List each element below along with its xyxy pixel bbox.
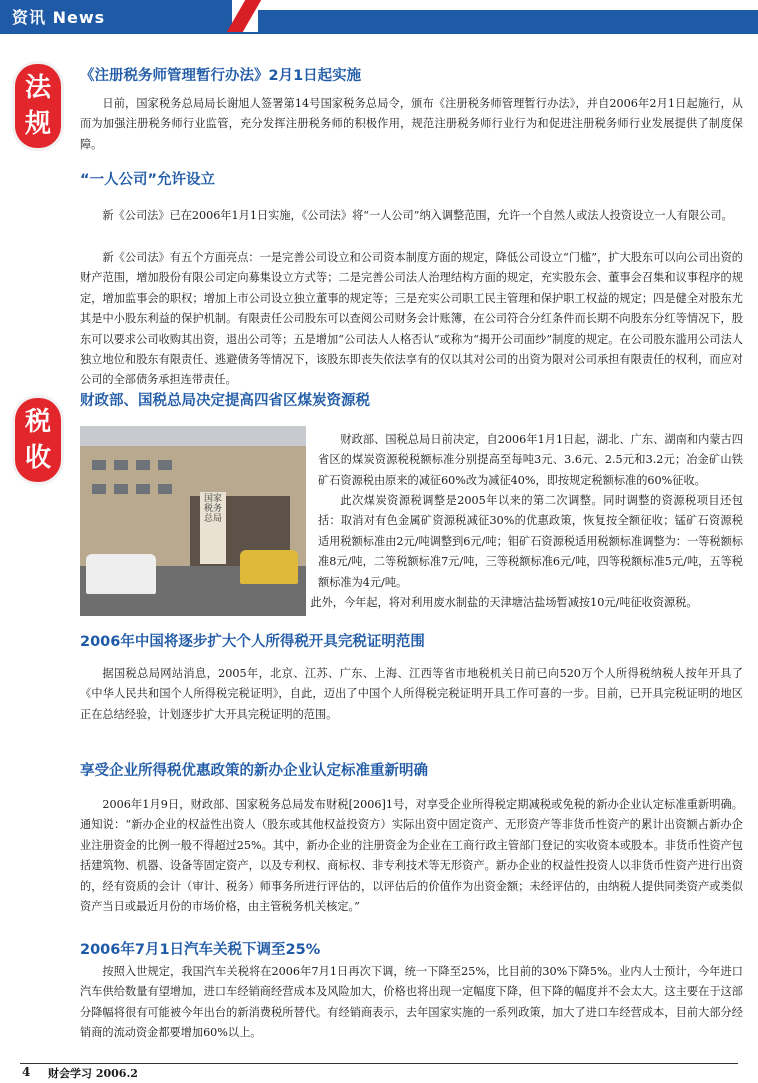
magazine-issue: 财会学习 2006.2 (48, 1067, 138, 1080)
section-banner (0, 0, 758, 34)
badge-char: 规 (24, 109, 51, 139)
article-title: 财政部、国税总局决定提高四省区煤炭资源税 (80, 393, 370, 409)
footer-rule (20, 1063, 738, 1064)
article-paragraph: 按照入世规定，我国汽车关税将在2006年7月1日再次下调，统一下降至25%，比目前的30%下降5%。业内人士预计，今年进口汽车供给数量有望增加，进口车经销商经营成本及风险加大，价格也将出现一定幅度下降，但下降的幅度并不会太大。这主要在于这部分降幅将很有可能被今年出台的新消费税所替代。有经销商表示，去年国家实施的一系列政策，加大了进口车经营成本，目前大部分经销商的流动资金都要增加60%以上。 (80, 965, 743, 1040)
taxi (240, 550, 298, 584)
bureau-sign: 国家税务总局 (200, 492, 226, 564)
tax-bureau-photo (80, 426, 306, 616)
article-title: “一人公司”允许设立 (80, 172, 216, 188)
article-paragraph: 据国税总局网站消息，2005年，北京、江苏、广东、上海、江西等省市地税机关日前已向520万个人所得税纳税人按年开具了《中华人民共和国个人所得税完税证明》，自此，迈出了中国个人所得税完税证明开具工作可喜的一步。目前，已开具完税证明的地区正在总结经验，计划逐步扩大开具完税证明的范围。 (80, 667, 743, 721)
article-paragraph: 财政部、国税总局日前决定，自2006年1月1日起，湖北、广东、湖南和内蒙古四省区的煤炭资源税税额标准分别提高至每吨3元、3.6元、2.5元和3.2元；冶金矿山铁矿石资源税由原来的减征60%改为减征40%，即按规定税额标准的60%征收。 (318, 433, 743, 487)
article-paragraph: 新《公司法》已在2006年1月1日实施，《公司法》将“一人公司”纳入调整范围，允许一个自然人或法人投资设立一人有限公司。 (102, 209, 733, 222)
article-paragraph: 日前，国家税务总局局长谢旭人签署第14号国家税务总局令，颁布《注册税务师管理暂行办法》，并自2006年2月1日起施行，从而为加强注册税务师行业监管，充分发挥注册税务师的积极作用，规范注册税务师行业行为和促进注册税务师行业发展提供了制度保障。 (80, 97, 743, 151)
article-paragraph: 2006年1月9日，财政部、国家税务总局发布财税[2006]1号，对享受企业所得税定期减税或免税的新办企业认定标准重新明确。通知说：“新办企业的权益性出资人（股东或其他权益投资方）实际出资中固定资产、无形资产等非货币性资产的累计出资额占新办企业注册资金的比例一般不得超过25%。其中，新办企业的注册资金为企业在工商行政主管部门登记的实收资本或股本。非货币性资产包括建筑物、机器、设备等固定资产，以及专利权、商标权、非专利技术等无形资产。新办企业的权益性投资人以非货币性资产进行出资的，经有资质的会计（审计、税务）师事务所进行评估的，以评估后的价值作为出资金额；未经评估的，由纳税人提供同类资产或类似资产当日或最近月份的市场价格，由主管税务机关核定。” (80, 798, 743, 914)
page-number: 4 (22, 1065, 31, 1079)
banner-rule (0, 32, 758, 34)
category-badge-tax (15, 398, 61, 482)
article-title: 《注册税务师管理暂行办法》2月1日起实施 (80, 68, 362, 84)
article-title: 2006年7月1日汽车关税下调至25% (80, 942, 321, 958)
article-title: 享受企业所得税优惠政策的新办企业认定标准重新明确 (80, 763, 428, 779)
badge-char: 税 (24, 407, 51, 437)
article-paragraph: 新《公司法》有五个方面亮点：一是完善公司设立和公司资本制度方面的规定，降低公司设立“门槛”，扩大股东可以向公司出资的财产范围，增加股份有限公司定向募集设立方式等；二是完善公司法人治理结构方面的规定，充实股东会、董事会召集和议事程序的规定，增加监事会的职权；增加上市公司设立独立董事的规定等；三是充实公司职工民主管理和保护职工权益的规定；四是健全对股东尤其是中小股东利益的保护机制。有限责任公司股东可以查阅公司财务会计账簿，在公司符合分红条件而长期不向股东分红等情况下，股东可以要求公司收购其出资，退出公司等；五是增加“公司法人人格否认”或称为“揭开公司面纱”制度的规定。在公司股东滥用公司法人独立地位和股东有限责任、逃避债务等情况下，该股东即丧失依法享有的仅以其对公司的出资为限对公司承担有限责任的权利，而应对公司的全部债务承担连带责任。 (80, 251, 743, 387)
car (86, 554, 156, 594)
article-title: 2006年中国将逐步扩大个人所得税开具完税证明范围 (80, 634, 425, 650)
article-paragraph: 此外，今年起，将对利用废水制盐的天津塘沽盐场暂减按10元/吨征收资源税。 (310, 596, 698, 609)
badge-char: 收 (24, 443, 51, 473)
badge-char: 法 (24, 73, 51, 103)
category-badge-law (15, 64, 61, 148)
article-paragraph: 此次煤炭资源税调整是2005年以来的第二次调整。同时调整的资源税项目还包括：取消对有色金属矿资源税减征30%的优惠政策，恢复按全额征收；锰矿石资源税适用税额标准由2元/吨调整到6元/吨；钼矿石资源税适用税额标准调整为：一等税额标准8元/吨，二等税额标准7元/吨，三等税额标准6元/吨，四等税额标准5元/吨，五等税额标准为4元/吨。 (318, 494, 743, 589)
section-title: 资讯 News (12, 8, 106, 27)
banner-blue-bar (258, 10, 758, 32)
